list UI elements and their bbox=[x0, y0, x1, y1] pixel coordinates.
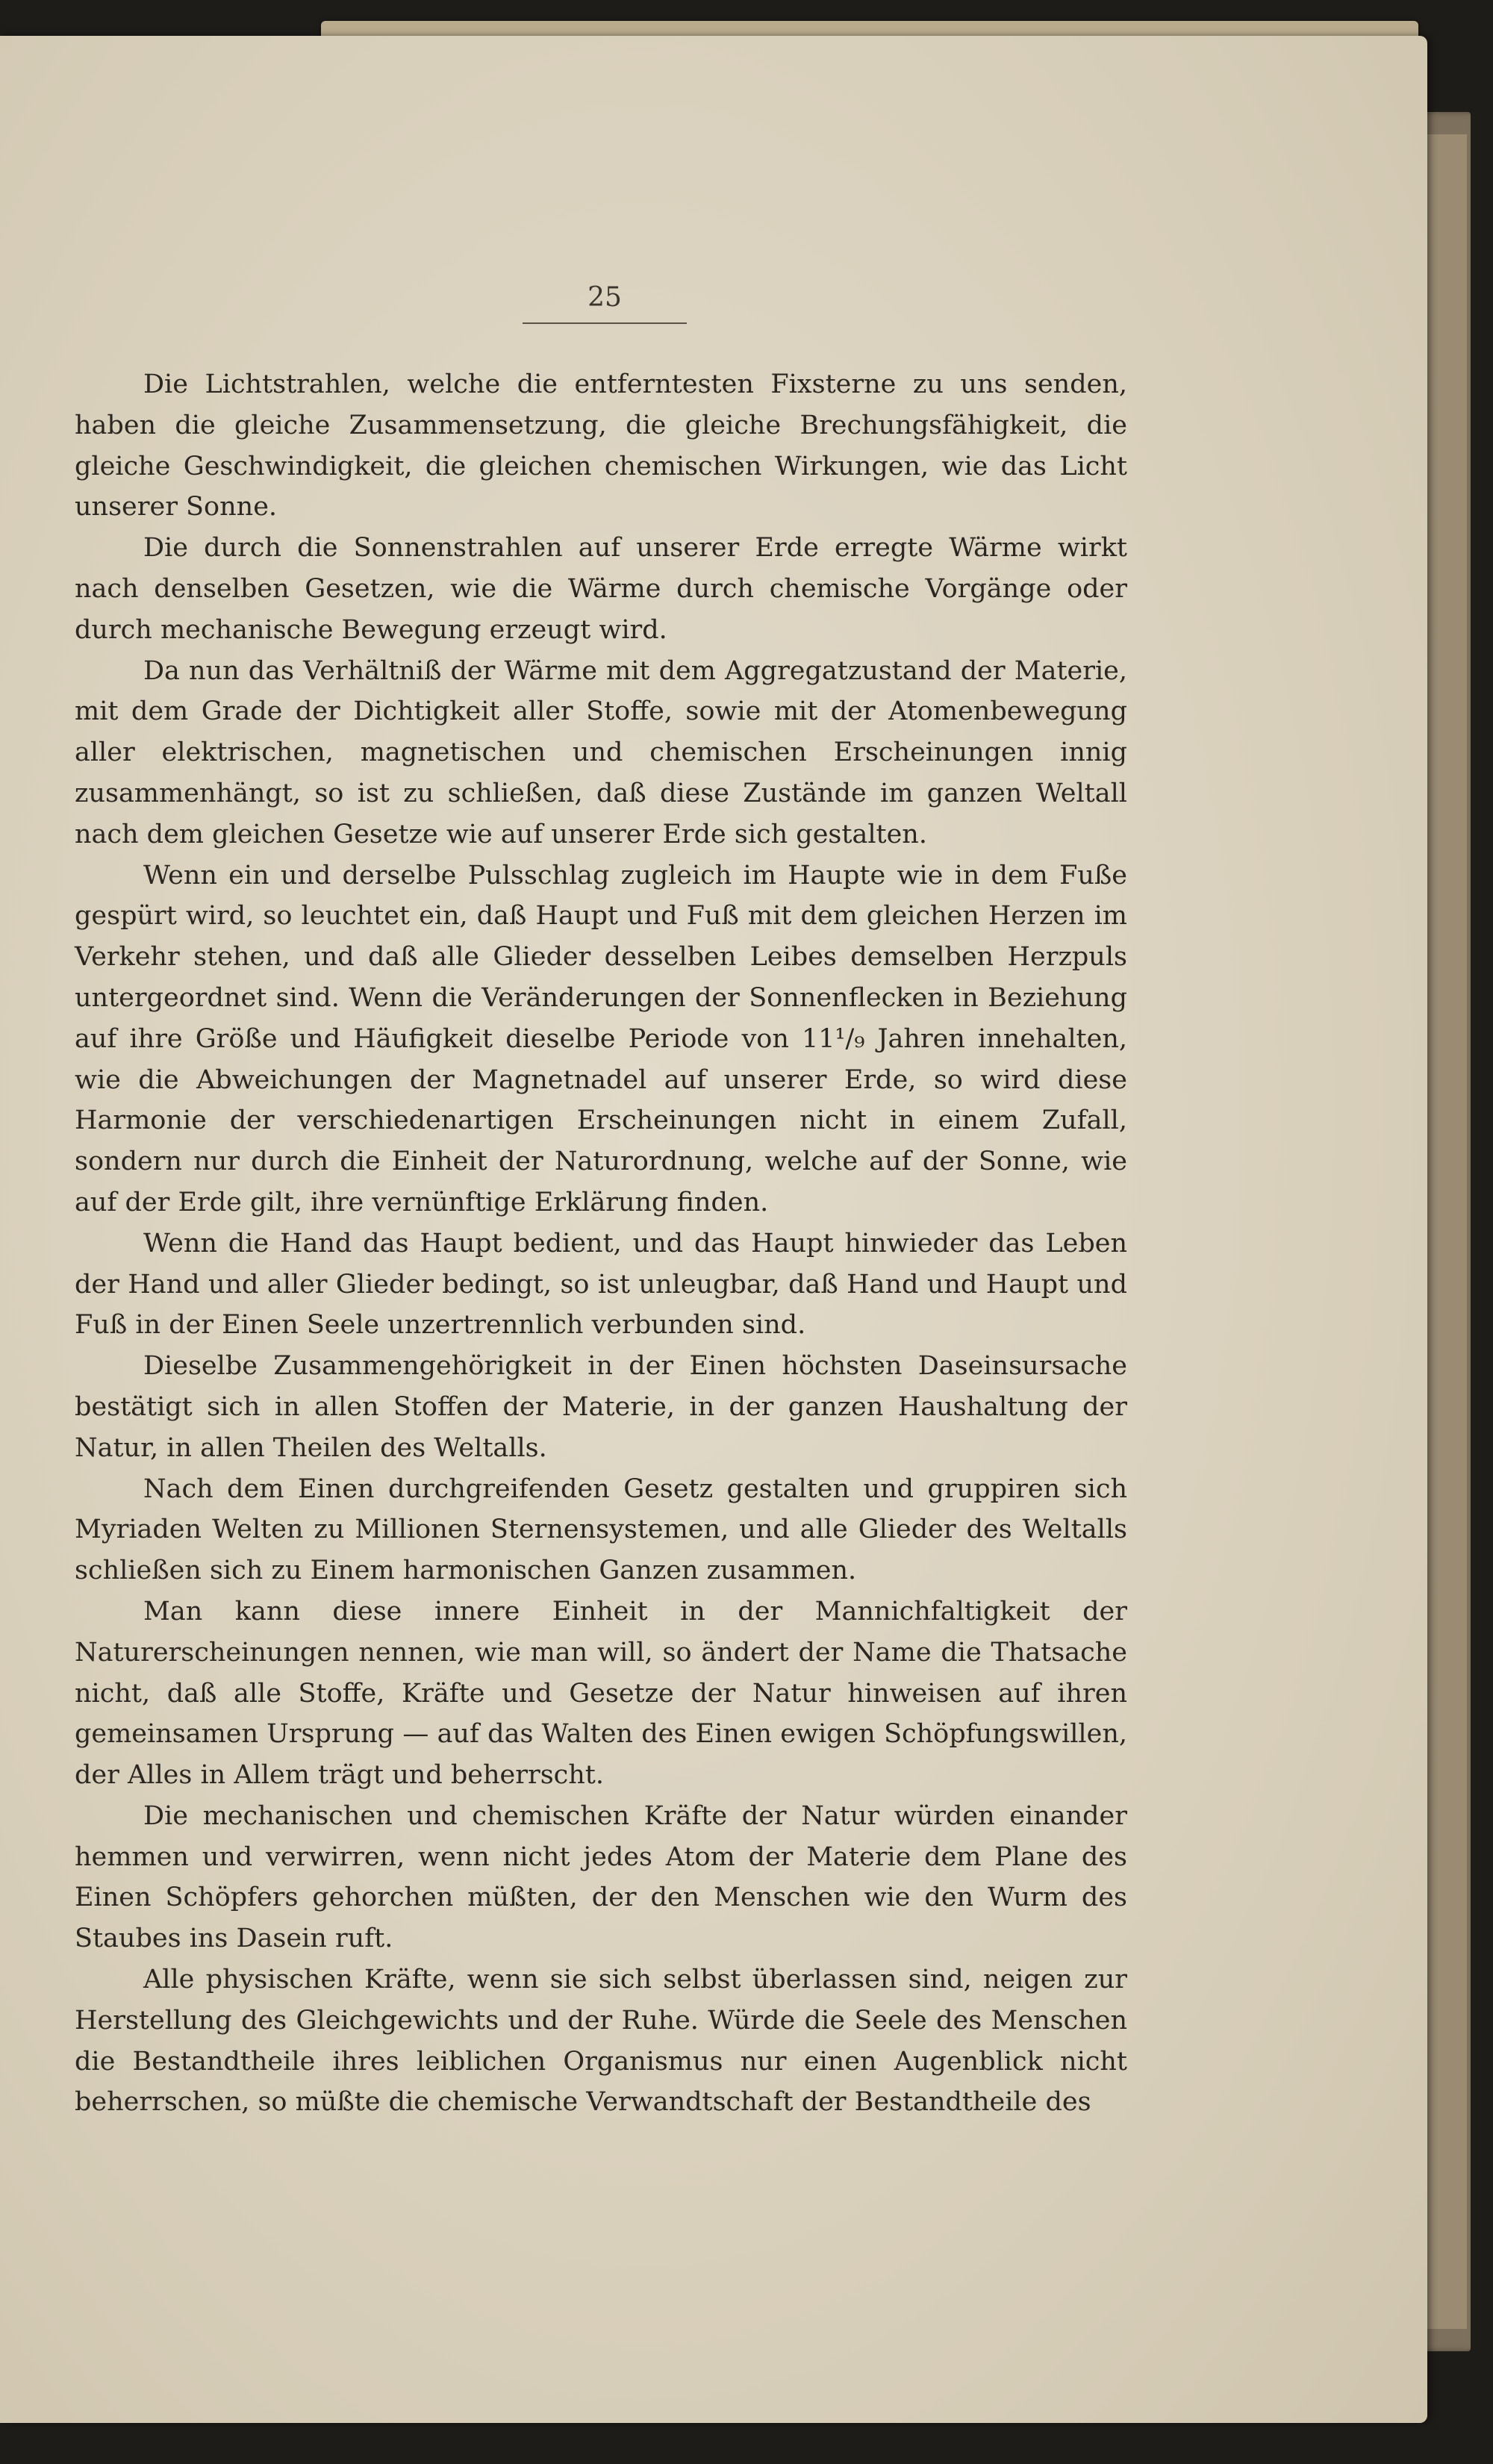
book-page bbox=[0, 36, 1427, 2423]
paragraph: Wenn die Hand das Haupt bedient, und das Haupt hinwieder das Leben der Hand und aller Glieder bedingt, so ist unleugbar, daß Hand und Haupt und Fuß in der Einen Seele unzertrennlich verbunden sind. bbox=[75, 1228, 1127, 1341]
body-text bbox=[75, 364, 1127, 2123]
page-stack-edge bbox=[1422, 134, 1467, 2329]
paragraph: Die Lichtstrahlen, welche die entferntesten Fixsterne zu uns senden, haben die gleiche Zusammensetzung, die gleiche Brechungsfähigkeit, die gleiche Geschwindigkeit, die gleichen chemischen Wirkungen, wie das Licht unserer Sonne. bbox=[75, 369, 1127, 523]
paragraph: Da nun das Verhältniß der Wärme mit dem Aggregatzustand der Materie, mit dem Grade der Dichtigkeit aller Stoffe, sowie mit der Atomenbewegung aller elektrischen, magnetischen und chemischen Erscheinungen innig zusammenhängt, so ist zu schließen, daß diese Zustände im ganzen Weltall nach dem gleichen Gesetze wie auf unserer Erde sich gestalten. bbox=[75, 655, 1127, 849]
page-number-rule bbox=[523, 322, 687, 324]
paragraph: Nach dem Einen durchgreifenden Gesetz gestalten und gruppiren sich Myriaden Welten zu Millionen Sternensystemen, und alle Glieder des Weltalls schließen sich zu Einem harmonischen Ganzen zusammen. bbox=[75, 1473, 1127, 1586]
paragraph: Die durch die Sonnenstrahlen auf unserer Erde erregte Wärme wirkt nach denselben Gesetzen, wie die Wärme durch chemische Vorgänge oder durch mechanische Bewegung erzeugt wird. bbox=[75, 533, 1127, 645]
paragraph: Wenn ein und derselbe Pulsschlag zugleich im Haupte wie in dem Fuße gespürt wird, so leuchtet ein, daß Haupt und Fuß mit dem gleichen Herzen im Verkehr stehen, und daß alle Glieder desselben Leibes demselben Herzpuls untergeordnet sind. Wenn die Veränderungen der Sonnenflecken in Beziehung auf ihre Größe und Häufigkeit dieselbe Periode von 11¹/₉ Jahren innehalten, wie die Abweichungen der Magnetnadel auf unserer Erde, so wird diese Harmonie der verschiedenartigen Erscheinungen nicht in einem Zufall, sondern nur durch die Einheit der Naturordnung, welche auf der Sonne, wie auf der Erde gilt, ihre vernünftige Erklärung finden. bbox=[75, 860, 1127, 1217]
paragraph: Dieselbe Zusammengehörigkeit in der Einen höchsten Daseinsursache bestätigt sich in allen Stoffen der Materie, in der ganzen Haushaltung der Natur, in allen Theilen des Weltalls. bbox=[75, 1351, 1127, 1463]
paragraph: Die mechanischen und chemischen Kräfte der Natur würden einander hemmen und verwirren, wenn nicht jedes Atom der Materie dem Plane des Einen Schöpfers gehorchen müßten, der den Menschen wie den Wurm des Staubes ins Dasein ruft. bbox=[75, 1800, 1127, 1954]
paragraph: Man kann diese innere Einheit in der Mannichfaltigkeit der Naturerscheinungen nennen, wie man will, so ändert der Name die Thatsache nicht, daß alle Stoffe, Kräfte und Gesetze der Natur hinweisen auf ihren gemeinsamen Ursprung — auf das Walten des Einen ewigen Schöpfungswillen, der Alles in Allem trägt und beherrscht. bbox=[75, 1596, 1127, 1791]
page-number: 25 bbox=[587, 282, 622, 313]
paragraph: Alle physischen Kräfte, wenn sie sich selbst überlassen sind, neigen zur Herstellung des Gleichgewichts und der Ruhe. Würde die Seele des Menschen die Bestandtheile ihres leiblichen Organismus nur einen Augenblick nicht beherrschen, so müßte die chemische Verwandtschaft der Bestandtheile des bbox=[75, 1965, 1127, 2118]
